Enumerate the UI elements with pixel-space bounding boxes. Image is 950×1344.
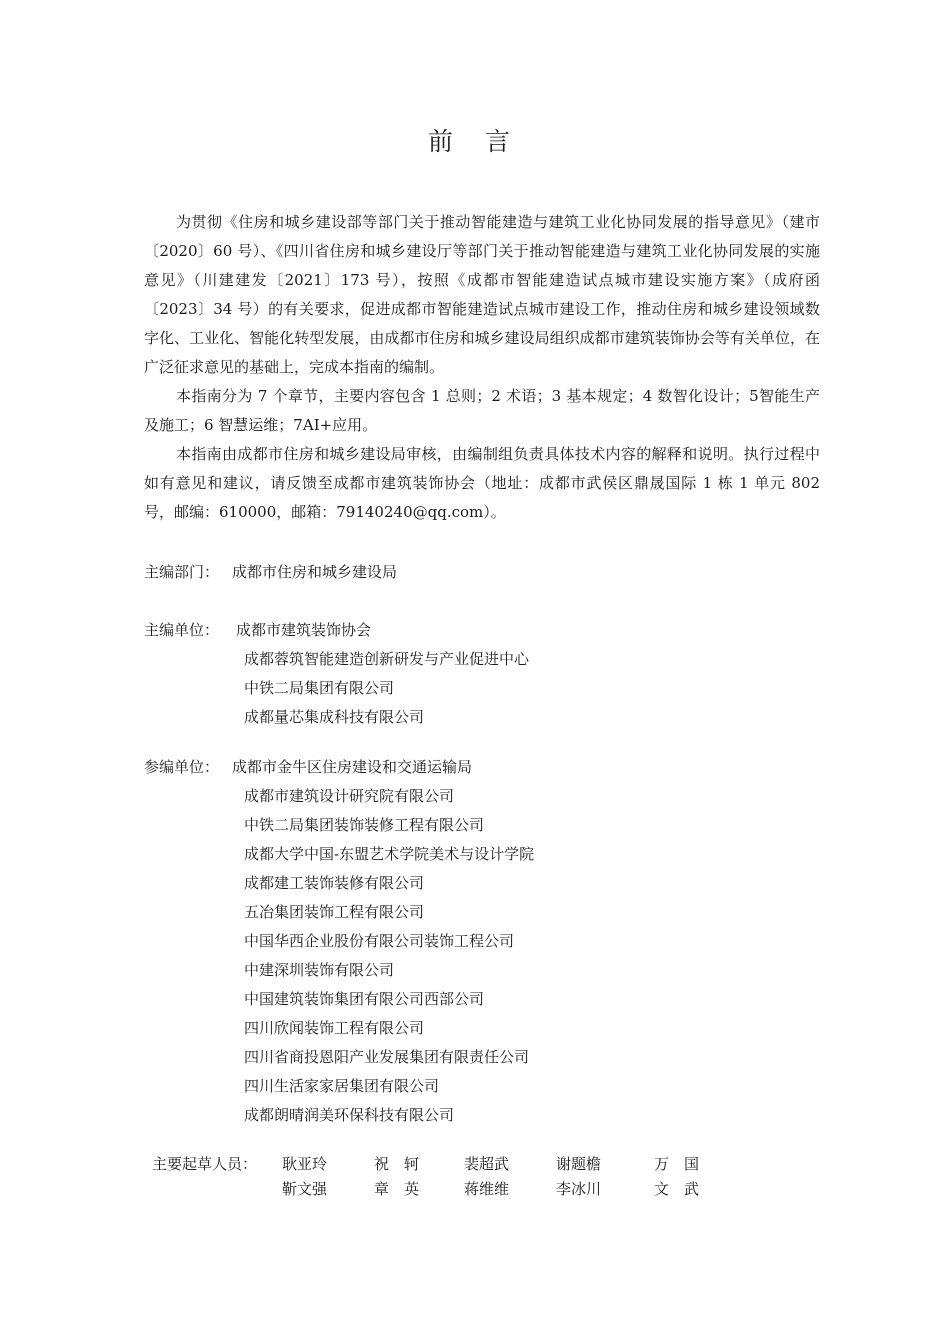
- participating-unit-item: 成都市建筑设计研究院有限公司: [244, 787, 455, 805]
- participating-unit-item: 四川省商投恩阳产业发展集团有限责任公司: [244, 1048, 530, 1066]
- drafter-name: 谢题檐: [556, 1155, 602, 1173]
- page-title: 前 言: [428, 127, 522, 156]
- participating-units-list: [244, 782, 534, 1130]
- participating-unit-item: 五冶集团装饰工程有限公司: [244, 903, 425, 921]
- participating-unit-item: 四川欣闻装饰工程有限公司: [244, 1019, 425, 1037]
- preface-paragraph-2: 本指南分为 7 个章节，主要内容包含 1 总则；2 术语；3 基本规定；4 数智化设计；5智能生产及施工；6 智慧运维；7AI+应用。: [144, 387, 820, 434]
- drafter-name: 万 国: [654, 1155, 700, 1173]
- participating-units-label: 参编单位：: [144, 758, 220, 776]
- chief-unit-item: 成都市建筑装饰协会: [236, 621, 372, 639]
- drafters-label: 主要起草人员：: [152, 1155, 258, 1173]
- participating-unit-item: 成都建工装饰装修有限公司: [244, 874, 425, 892]
- preface-paragraph-1: 为贯彻《住房和城乡建设部等部门关于推动智能建造与建筑工业化协同发展的指导意见》（建市〔2020〕60 号）、《四川省住房和城乡建设厅等部门关于推动智能建造与建筑工业化协同发展的实施意见》（川建建发〔2021〕173 号），按照《成都市智能建造试点城市建设实施方案》（成府函〔2023〕34 号）的有关要求，促进成都市智能建造试点城市建设工作，推动住房和城乡建设领域数字化、工业化、智能化转型发展，由成都市住房和城乡建设局组织成都市建筑装饰协会等有关单位，在广泛征求意见的基础上，完成本指南的编制。: [144, 213, 820, 376]
- chief-unit-item: 成都蓉筑智能建造创新研发与产业促进中心: [244, 650, 530, 668]
- participating-unit-item: 中国建筑装饰集团有限公司西部公司: [244, 990, 485, 1008]
- chief-units-label: 主编单位：: [144, 621, 220, 639]
- preface-paragraph-3: 本指南由成都市住房和城乡建设局审核，由编制组负责具体技术内容的解释和说明。执行过程中如有意见和建议，请反馈至成都市建筑装饰协会（地址：成都市武侯区鼎晟国际 1 栋 1 单元 802 号，邮编：610000，邮箱：79140240@qq.com）。: [144, 445, 820, 521]
- drafter-name: 蒋维维: [464, 1180, 510, 1198]
- participating-unit-item: 中铁二局集团装饰装修工程有限公司: [244, 816, 485, 834]
- participating-unit-item: 成都朗晴润美环保科技有限公司: [244, 1106, 455, 1124]
- chief-unit-item: 中铁二局集团有限公司: [244, 679, 395, 697]
- participating-unit-item: 四川生活家家居集团有限公司: [244, 1077, 440, 1095]
- participating-unit-item: 成都市金牛区住房建设和交通运输局: [232, 758, 473, 776]
- preface-body: [144, 208, 820, 527]
- drafter-name: 李冰川: [556, 1180, 602, 1198]
- participating-unit-item: 中国华西企业股份有限公司装饰工程公司: [244, 932, 515, 950]
- chief-units-list: [244, 645, 529, 732]
- chief-dept-label: 主编部门：: [144, 563, 220, 581]
- drafter-name: 文 武: [654, 1180, 700, 1198]
- participating-unit-item: 中建深圳装饰有限公司: [244, 961, 395, 979]
- chief-unit-item: 成都量芯集成科技有限公司: [244, 708, 425, 726]
- participating-unit-item: 成都大学中国-东盟艺术学院美术与设计学院: [244, 845, 535, 863]
- drafter-name: 章 英: [374, 1180, 420, 1198]
- drafter-name: 耿亚玲: [282, 1155, 328, 1173]
- drafter-name: 靳文强: [282, 1180, 328, 1198]
- chief-dept-value: 成都市住房和城乡建设局: [232, 563, 398, 581]
- drafter-name: 裴超武: [464, 1155, 510, 1173]
- drafter-name: 祝 轲: [374, 1155, 420, 1173]
